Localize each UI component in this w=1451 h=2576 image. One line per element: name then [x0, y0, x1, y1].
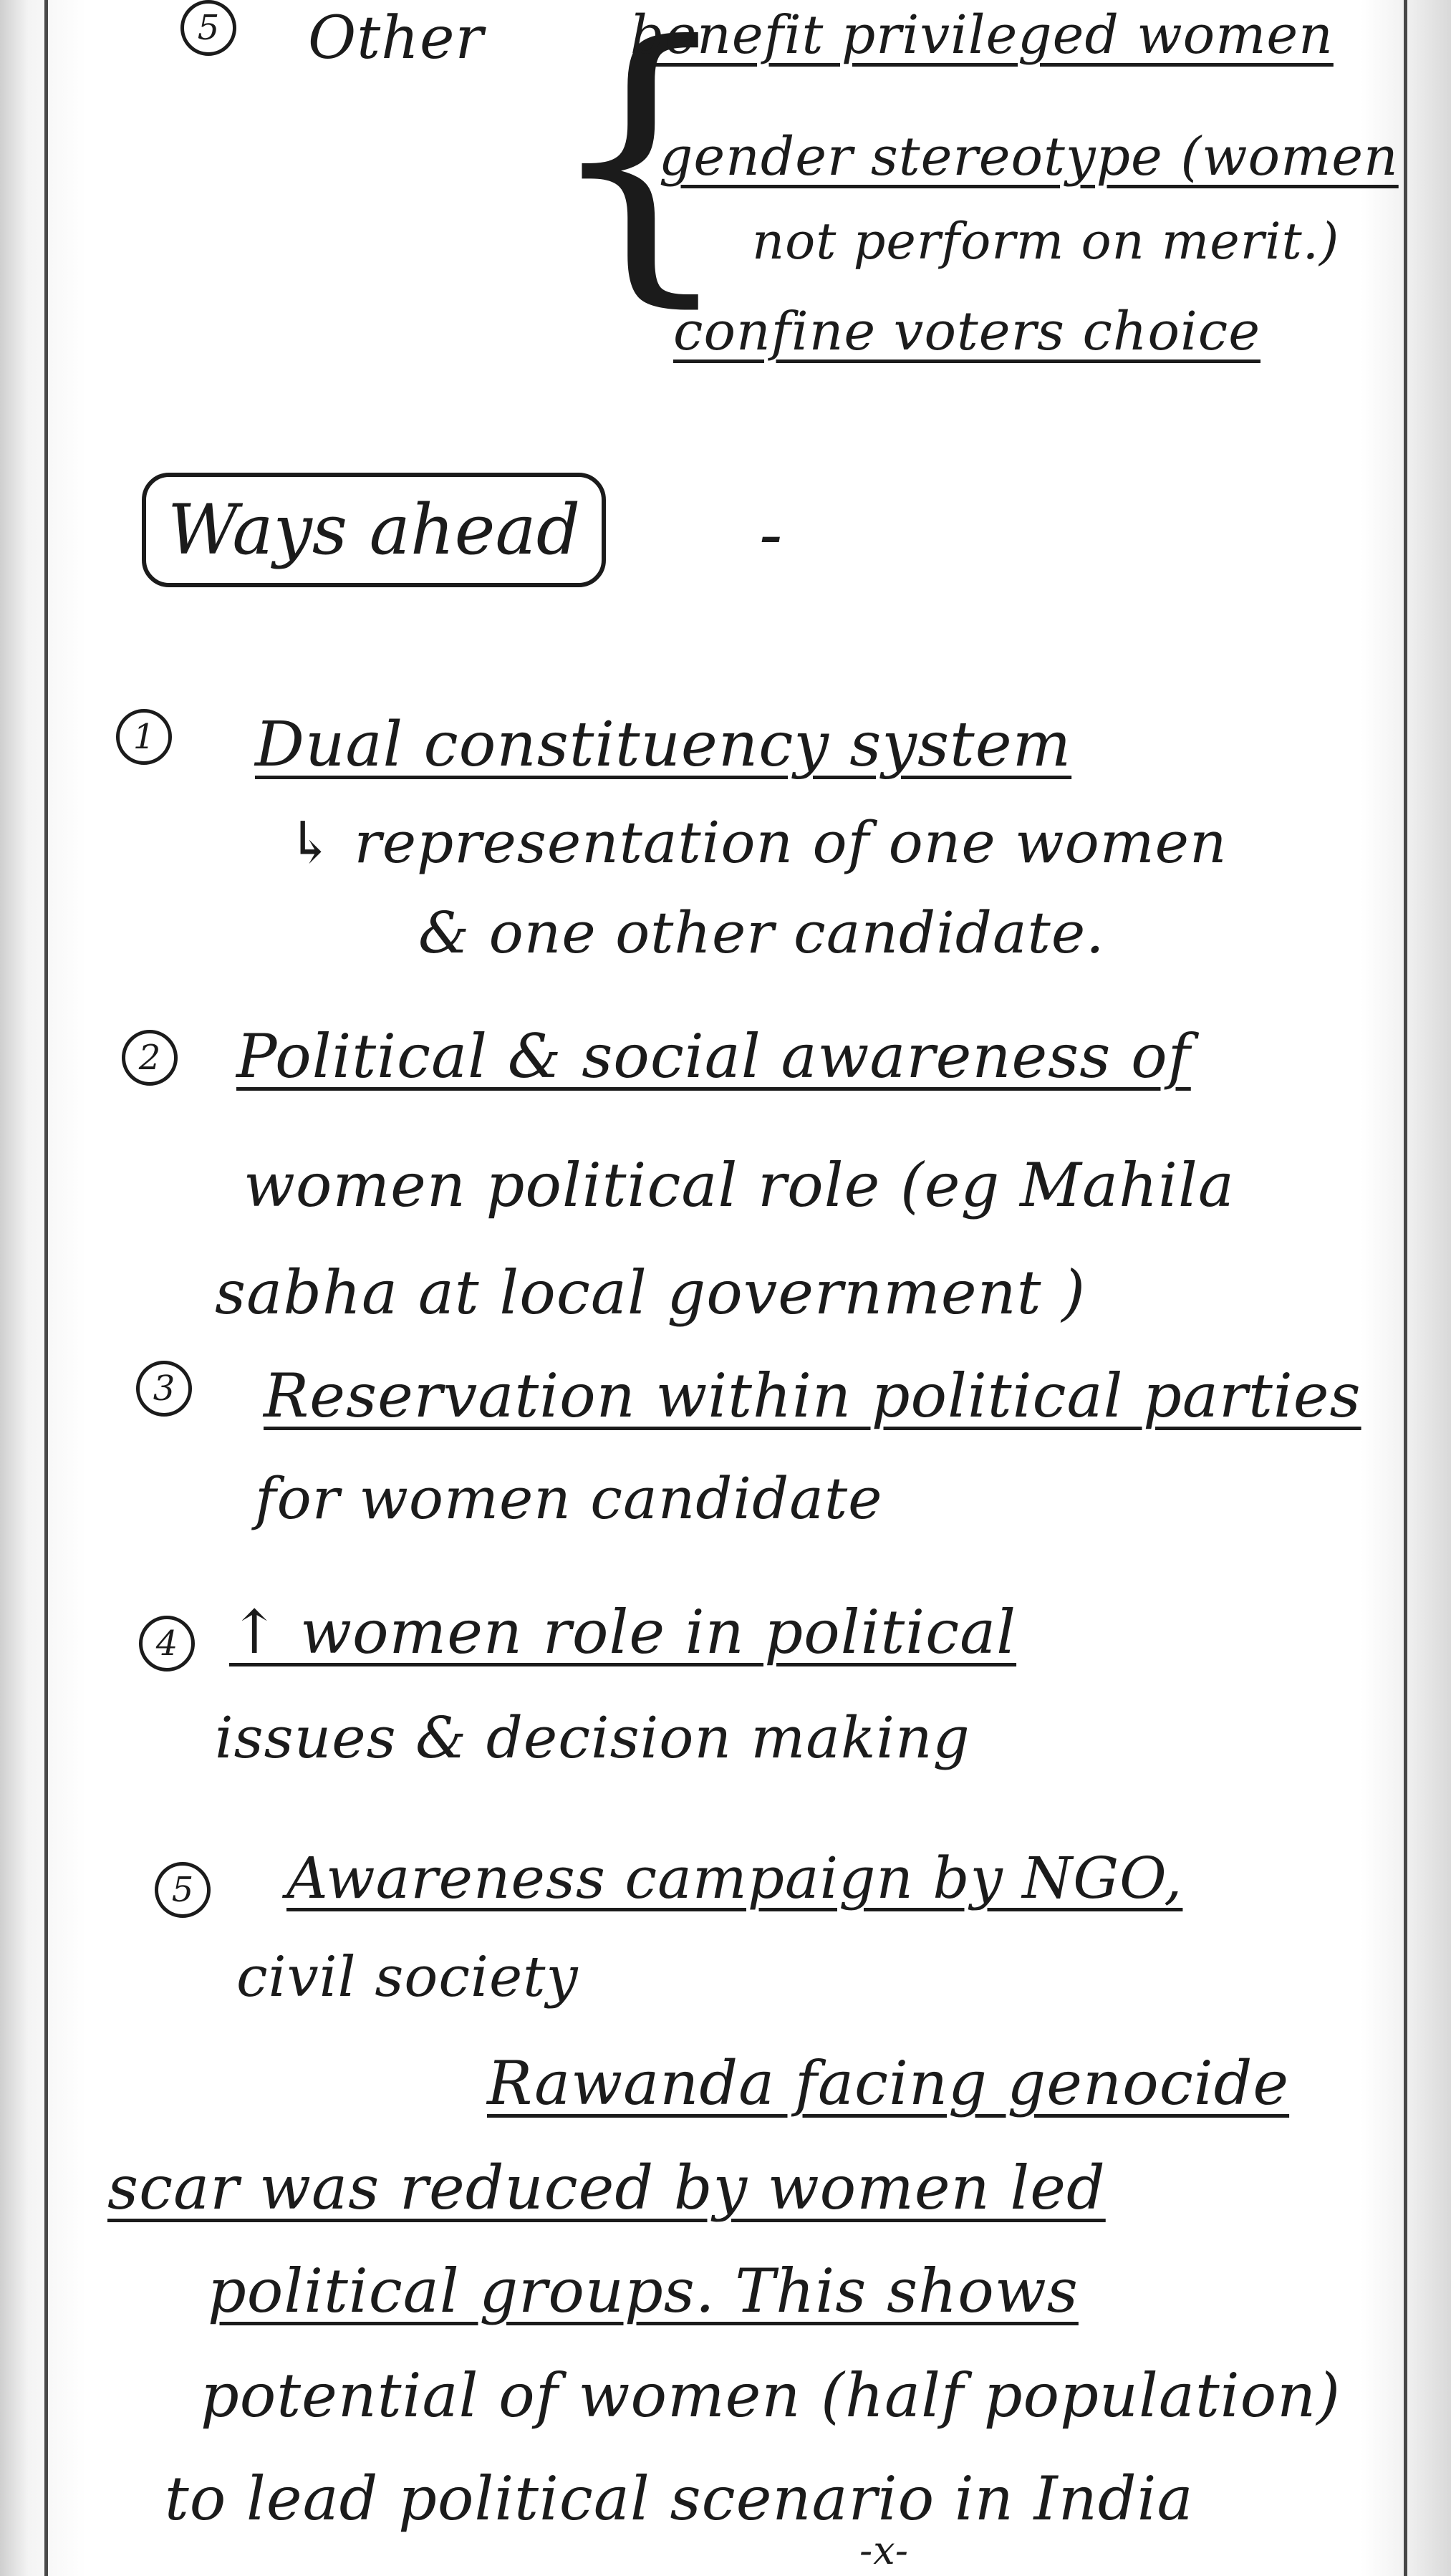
point-line: ↳ representation of one women [286, 809, 1228, 876]
point-line: Dual constituency system [255, 709, 1072, 781]
end-mark: -x- [859, 2528, 909, 2573]
point-line: for women candidate [255, 1465, 883, 1532]
other-label: Other [308, 4, 484, 72]
point-number: 3 [136, 1361, 192, 1417]
curly-brace: { [544, 0, 736, 332]
other-item: not perform on merit.) [752, 212, 1340, 271]
point-line: & one other candidate. [418, 899, 1105, 966]
point-line: women political role (eg Mahila [244, 1150, 1235, 1220]
conclusion-line: to lead political scenario in India [165, 2464, 1194, 2534]
conclusion-line: scar was reduced by women led [107, 2153, 1106, 2223]
point-line: ↑ women role in political [229, 1597, 1017, 1667]
conclusion-line: political groups. This shows [208, 2256, 1079, 2326]
point-line: sabha at local government ) [215, 1258, 1086, 1328]
other-item: gender stereotype (women [659, 126, 1399, 188]
ways-ahead-heading: Ways ahead [142, 473, 606, 587]
conclusion-line: Rawanda facing genocide [487, 2048, 1290, 2118]
heading-dash: - [759, 494, 784, 574]
point-number: 5 [155, 1862, 211, 1918]
point-line: civil society [236, 1945, 579, 2010]
point-number: 1 [116, 709, 172, 765]
point-line: Political & social awareness of [236, 1021, 1191, 1091]
other-item: confine voters choice [673, 301, 1261, 362]
other-item: benefit privileged women [630, 4, 1334, 66]
right-margin-line [1404, 0, 1407, 2576]
point-number: 4 [139, 1616, 195, 1671]
point-number: 5 [180, 0, 236, 56]
left-margin-line [44, 0, 48, 2576]
point-number: 2 [122, 1030, 178, 1086]
point-line: issues & decision making [215, 1704, 970, 1771]
conclusion-line: potential of women (half population) [201, 2360, 1341, 2431]
point-line: Reservation within political parties [264, 1361, 1361, 1431]
point-line: Awareness campaign by NGO, [286, 1845, 1183, 1911]
